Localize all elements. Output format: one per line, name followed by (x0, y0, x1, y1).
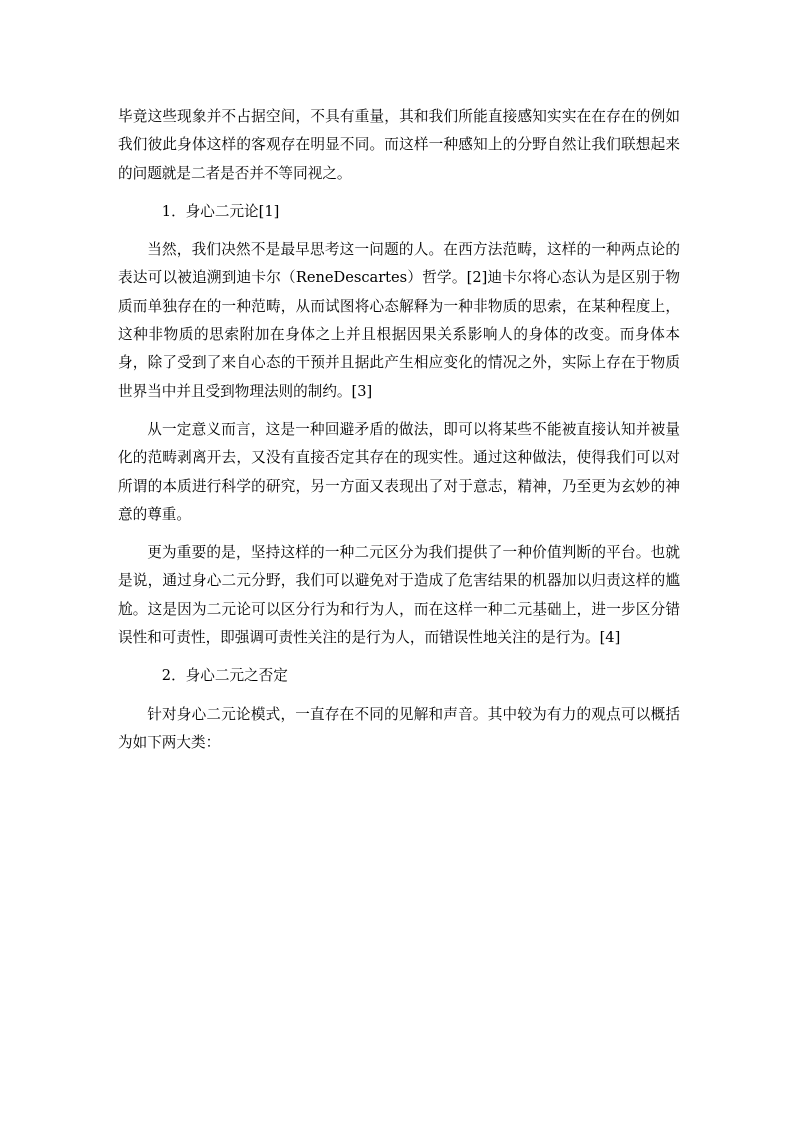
section-heading-1: 1．身心二元论[1] (161, 202, 280, 220)
paragraph-descartes: 当然，我们决然不是最早思考这一问题的人。在西方法范畴，这样的一种两点论的表达可以被追溯到迪卡尔（ReneDescartes）哲学。[2]迪卡尔将心态认为是区别于物质而单独存在的一种范畴，从而试图将心态解释为一种非物质的思索，在某种程度上，这种非物质的思索附加在身体之上并且根据因果关系影响人的身体的改变。而身体本身，除了受到了来自心态的干预并且据此产生相应变化的情况之外，实际上存在于物质世界当中并且受到物理法则的制约。[3] (118, 241, 680, 400)
document-body (118, 103, 680, 767)
section-heading-2: 2．身心二元之否定 (161, 667, 288, 685)
paragraph-critiques: 针对身心二元论模式，一直存在不同的见解和声音。其中较为有力的观点可以概括为如下两大类： (118, 705, 680, 751)
paragraph-continuation: 毕竟这些现象并不占据空间，不具有重量，其和我们所能直接感知实实在在存在的例如我们彼此身体这样的客观存在明显不同。而这样一种感知上的分野自然让我们联想起来的问题就是二者是否并不等同视之。 (118, 108, 680, 182)
paragraph-value-judgment: 更为重要的是，坚持这样的一种二元区分为我们提供了一种价值判断的平台。也就是说，通过身心二元分野，我们可以避免对于造成了危害结果的机器加以归责这样的尴尬。这是因为二元论可以区分行为和行为人，而在这样一种二元基础上，进一步区分错误性和可责性，即强调可责性关注的是行为人，而错误性地关注的是行为。[4] (118, 544, 680, 647)
paragraph-avoid-contradiction: 从一定意义而言，这是一种回避矛盾的做法，即可以将某些不能被直接认知并被量化的范畴剥离开去，又没有直接否定其存在的现实性。通过这种做法，使得我们可以对所谓的本质进行科学的研究，另一方面又表现出了对于意志，精神，乃至更为玄妙的神意的尊重。 (118, 420, 680, 523)
